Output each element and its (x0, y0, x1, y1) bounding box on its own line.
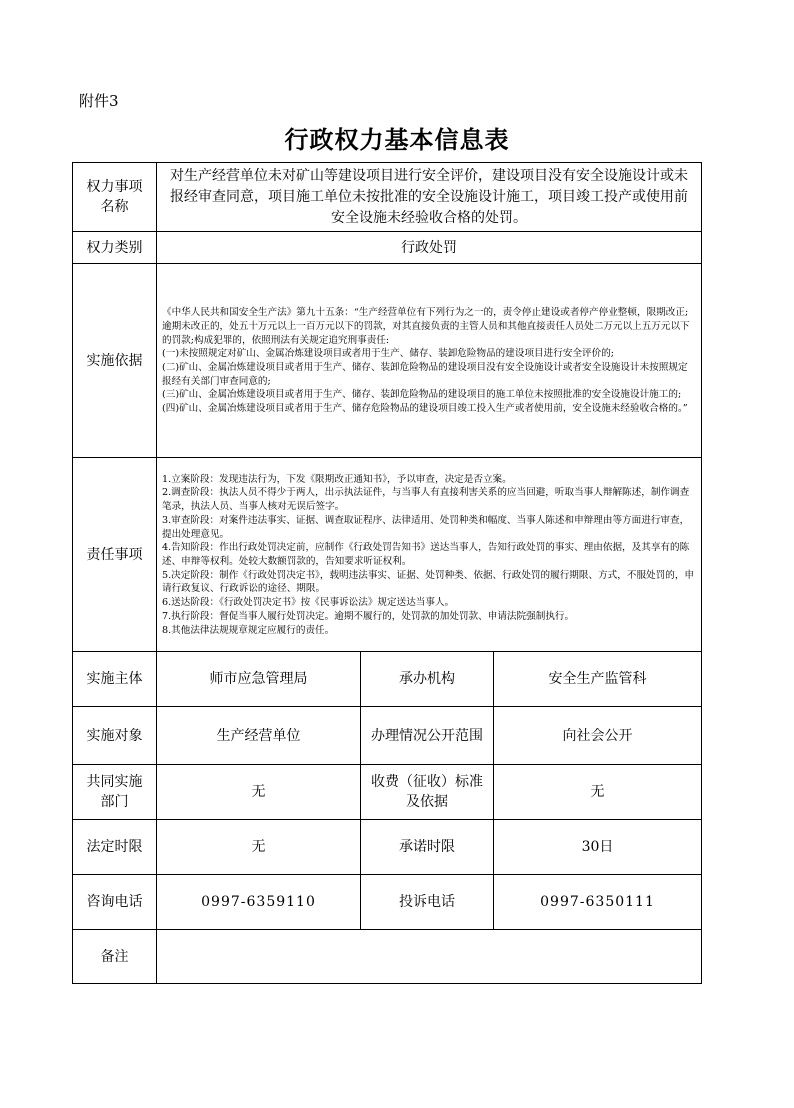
duty-line: 2.调查阶段：执法人员不得少于两人，出示执法证件，与当事人有直接利害关系的应当回避，听取当事人辩解陈述，制作调查笔录，执法人员、当事人核对无误后签字。 (162, 487, 690, 513)
label-joint-dept: 共同实施部门 (73, 765, 157, 820)
attachment-label: 附件3 (79, 92, 119, 110)
label-power-category: 权力类别 (73, 232, 157, 264)
value-complaint-phone: 0997-6350111 (494, 875, 702, 930)
value-power-category: 行政处罚 (157, 232, 702, 264)
info-table (72, 162, 702, 984)
row-remark (73, 930, 702, 984)
row-power-name (73, 163, 702, 232)
value-power-name: 对生产经营单位未对矿山等建设项目进行安全评价，建设项目没有安全设施设计或未报经审查同意，项目施工单位未按批准的安全设施设计施工，项目竣工投产或使用前安全设施未经验收合格的处罚。 (157, 163, 702, 232)
row-limit (73, 820, 702, 875)
value-legal-limit: 无 (157, 820, 361, 875)
label-subject: 实施主体 (73, 652, 157, 707)
basis-line: (四)矿山、金属冶炼建设项目或者用于生产、储存危险物品的建设项目竣工投入生产或者使用前，安全设施未经验收合格的。” (162, 403, 688, 415)
basis-line: (三)矿山、金属冶炼建设项目或者用于生产、储存、装卸危险物品的建设项目的施工单位未按照批准的安全设施设计施工的; (162, 389, 682, 401)
duty-line: 1.立案阶段：发现违法行为，下发《限期改正通知书》，予以审查，决定是否立案。 (162, 473, 512, 485)
value-duty (157, 458, 702, 652)
value-joint-dept: 无 (157, 765, 361, 820)
value-disclosure-scope: 向社会公开 (494, 707, 702, 765)
value-subject: 师市应急管理局 (157, 652, 361, 707)
label-disclosure-scope: 办理情况公开范围 (361, 707, 494, 765)
value-consult-phone: 0997-6359110 (157, 875, 361, 930)
label-target: 实施对象 (73, 707, 157, 765)
row-target (73, 707, 702, 765)
page-title: 行政权力基本信息表 (284, 125, 510, 154)
value-basis (157, 264, 702, 458)
duty-line: 8.其他法律法规规章规定应履行的责任。 (162, 624, 335, 636)
value-remark (157, 930, 702, 984)
basis-line: (一)未按照规定对矿山、金属冶炼建设项目或者用于生产、储存、装卸危险物品的建设项目进行安全评价的; (162, 348, 615, 360)
row-joint (73, 765, 702, 820)
label-fee-standard: 收费（征收）标准及依据 (361, 765, 494, 820)
value-handling-unit: 安全生产监管科 (494, 652, 702, 707)
label-promised-limit: 承诺时限 (361, 820, 494, 875)
row-power-category (73, 232, 702, 264)
row-subject (73, 652, 702, 707)
label-basis: 实施依据 (73, 264, 157, 458)
label-consult-phone: 咨询电话 (73, 875, 157, 930)
basis-line: 《中华人民共和国安全生产法》第九十五条：“生产经营单位有下列行为之一的，责令停止建设或者停产停业整顿，限期改正;逾期未改正的，处五十万元以上一百万元以下的罚款，对其直接负责的主管人员和其他直接责任人员处二万元以上五万元以下的罚款;构成犯罪的，依照刑法有关规定追究刑事责任: (162, 307, 690, 346)
basis-line: (二)矿山、金属冶炼建设项目或者用于生产、储存、装卸危险物品的建设项目没有安全设施设计或者安全设施设计未按照规定报经有关部门审查同意的; (162, 362, 688, 387)
label-power-name: 权力事项名称 (73, 163, 157, 232)
duty-line: 5.决定阶段：制作《行政处罚决定书》，载明违法事实、证据、处罚种类、依据、行政处罚的履行期限、方式，不服处罚的，申请行政复议、行政诉讼的途径、期限。 (162, 569, 695, 595)
label-handling-unit: 承办机构 (361, 652, 494, 707)
row-duty (73, 458, 702, 652)
duty-line: 7.执行阶段：督促当事人履行处罚决定。逾期不履行的，处罚款的加处罚款、申请法院强制执行。 (162, 610, 575, 622)
row-phone (73, 875, 702, 930)
label-duty: 责任事项 (73, 458, 157, 652)
row-basis (73, 264, 702, 458)
value-fee-standard: 无 (494, 765, 702, 820)
label-complaint-phone: 投诉电话 (361, 875, 494, 930)
duty-line: 6.送达阶段：《行政处罚决定书》按《民事诉讼法》规定送达当事人。 (162, 597, 455, 609)
value-target: 生产经营单位 (157, 707, 361, 765)
duty-line: 4.告知阶段：作出行政处罚决定前，应制作《行政处罚告知书》送达当事人，告知行政处罚的事实、理由依据，及其享有的陈述、申辩等权利。处较大数额罚款的，告知要求听证权利。 (162, 542, 690, 567)
value-promised-limit: 30日 (494, 820, 702, 875)
label-remark: 备注 (73, 930, 157, 984)
label-legal-limit: 法定时限 (73, 820, 157, 875)
duty-line: 3.审查阶段：对案件违法事实、证据、调查取证程序、法律适用、处罚种类和幅度、当事人陈述和申辩理由等方面进行审查，提出处理意见。 (162, 514, 690, 540)
